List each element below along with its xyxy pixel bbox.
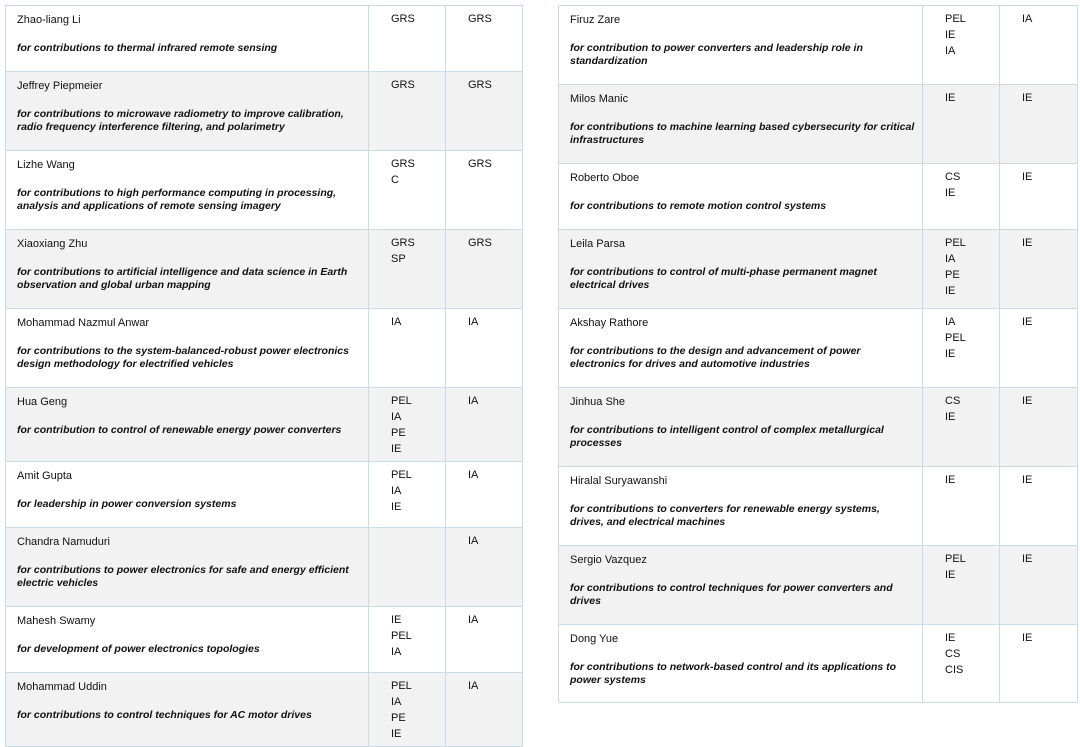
society-code: PE	[945, 269, 960, 281]
fellow-cell	[6, 607, 369, 673]
fellow-row	[6, 673, 523, 747]
fellow-name: Zhao-liang Li	[17, 14, 81, 26]
evaluating-society-code: IE	[1022, 395, 1033, 407]
fellow-citation: for contribution to power converters and leadership role in standardization	[570, 42, 863, 67]
society-code: PEL	[945, 237, 966, 249]
society-code: IA	[945, 316, 956, 328]
fellow-row	[559, 85, 1078, 164]
evaluating-society-code: IA	[468, 316, 479, 328]
evaluating-society-cell	[446, 388, 523, 462]
fellow-cell	[6, 309, 369, 388]
society-code: SP	[391, 253, 406, 265]
society-membership-cell	[369, 72, 446, 151]
evaluating-society-code: IE	[1022, 92, 1033, 104]
society-code: CIS	[945, 664, 964, 676]
society-code: IE	[945, 632, 956, 644]
society-code: IE	[945, 29, 956, 41]
fellow-cell	[559, 164, 923, 230]
fellow-citation: for contributions to control techniques for AC motor drives	[17, 709, 312, 721]
society-code: C	[391, 174, 399, 186]
fellow-row	[6, 528, 523, 607]
society-code: IE	[945, 285, 956, 297]
society-code: GRS	[391, 237, 415, 249]
fellow-row	[6, 462, 523, 528]
evaluating-society-code: IA	[468, 535, 479, 547]
fellow-citation: for contributions to high performance computing in processing, analysis and applications of remote sensing imagery	[17, 187, 337, 212]
fellow-name: Milos Manic	[570, 93, 629, 105]
fellow-row	[6, 151, 523, 230]
fellow-name: Xiaoxiang Zhu	[17, 238, 88, 250]
fellow-name: Hiralal Suryawanshi	[570, 475, 668, 487]
society-code: GRS	[391, 13, 415, 25]
evaluating-society-code: IE	[1022, 237, 1033, 249]
fellow-cell	[6, 6, 369, 72]
society-code: IE	[391, 728, 402, 740]
fellow-name: Dong Yue	[570, 633, 619, 645]
evaluating-society-code: GRS	[468, 79, 492, 91]
fellow-name: Jinhua She	[570, 396, 626, 408]
society-code: PEL	[945, 13, 966, 25]
evaluating-society-code: IE	[1022, 553, 1033, 565]
fellow-name: Mahesh Swamy	[17, 615, 96, 627]
evaluating-society-code: IE	[1022, 171, 1033, 183]
fellow-row	[6, 309, 523, 388]
fellow-name: Hua Geng	[17, 396, 68, 408]
fellow-name: Jeffrey Piepmeier	[17, 80, 103, 92]
society-membership-cell	[369, 230, 446, 309]
evaluating-society-cell	[446, 309, 523, 388]
fellow-citation: for contributions to intelligent control of complex metallurgical processes	[570, 424, 884, 449]
evaluating-society-code: IE	[1022, 316, 1033, 328]
fellow-row	[559, 625, 1078, 703]
society-code: PEL	[391, 680, 412, 692]
fellow-citation: for contributions to control techniques for power converters and drives	[570, 582, 893, 607]
fellow-name: Akshay Rathore	[570, 317, 649, 329]
fellow-row	[559, 467, 1078, 546]
society-membership-cell	[369, 673, 446, 747]
society-code: PE	[391, 427, 406, 439]
evaluating-society-code: IA	[468, 469, 479, 481]
fellow-citation: for contributions to thermal infrared remote sensing	[17, 42, 278, 54]
society-membership-cell	[369, 388, 446, 462]
fellow-citation: for contributions to remote motion control systems	[570, 200, 827, 212]
fellow-cell	[6, 528, 369, 607]
evaluating-society-cell	[446, 6, 523, 72]
evaluating-society-cell	[446, 230, 523, 309]
evaluating-society-cell	[1000, 309, 1078, 388]
fellow-cell	[6, 230, 369, 309]
fellow-row	[559, 388, 1078, 467]
fellow-cell	[559, 546, 923, 625]
fellow-row	[559, 164, 1078, 230]
society-code: IA	[391, 646, 402, 658]
fellow-citation: for contributions to the design and advancement of power electronics for drives and automotive industries	[570, 345, 861, 370]
society-code: IE	[945, 569, 956, 581]
society-code: IE	[945, 411, 956, 423]
society-code: IA	[945, 45, 956, 57]
fellow-name: Mohammad Nazmul Anwar	[17, 317, 150, 329]
evaluating-society-code: IA	[1022, 13, 1033, 25]
fellow-citation: for development of power electronics topologies	[17, 643, 260, 655]
evaluating-society-cell	[1000, 546, 1078, 625]
fellow-row	[559, 6, 1078, 85]
society-membership-cell	[369, 151, 446, 230]
fellow-citation: for contributions to network-based control and its applications to power systems	[570, 661, 897, 686]
evaluating-society-code: IA	[468, 680, 479, 692]
society-membership-cell	[923, 85, 1000, 164]
fellow-row	[6, 72, 523, 151]
society-membership-cell	[923, 230, 1000, 309]
fellow-cell	[559, 388, 923, 467]
fellow-citation: for leadership in power conversion systems	[17, 498, 237, 510]
society-code: IA	[391, 696, 402, 708]
evaluating-society-code: GRS	[468, 158, 492, 170]
society-membership-cell	[369, 6, 446, 72]
fellow-name: Amit Gupta	[17, 470, 73, 482]
fellow-cell	[6, 462, 369, 528]
society-membership-cell	[923, 546, 1000, 625]
fellow-cell	[559, 309, 923, 388]
evaluating-society-cell	[1000, 467, 1078, 546]
fellow-row	[6, 388, 523, 462]
evaluating-society-cell	[1000, 6, 1078, 85]
society-membership-cell	[923, 388, 1000, 467]
society-code: CS	[945, 395, 961, 407]
society-code: IA	[391, 316, 402, 328]
society-code: GRS	[391, 79, 415, 91]
society-membership-cell	[923, 625, 1000, 703]
fellow-name: Sergio Vazquez	[570, 554, 647, 566]
evaluating-society-cell	[446, 528, 523, 607]
society-code: PE	[391, 712, 406, 724]
society-code: IE	[391, 443, 402, 455]
society-code: CS	[945, 171, 961, 183]
evaluating-society-cell	[1000, 164, 1078, 230]
fellow-cell	[559, 85, 923, 164]
society-membership-cell	[369, 309, 446, 388]
fellow-name: Mohammad Uddin	[17, 681, 107, 693]
fellow-cell	[6, 673, 369, 747]
evaluating-society-cell	[1000, 625, 1078, 703]
fellow-row	[559, 230, 1078, 309]
society-code: IE	[945, 92, 956, 104]
fellow-citation: for contributions to microwave radiometry to improve calibration, radio frequency interference filtering, and polarimetry	[17, 108, 344, 133]
evaluating-society-cell	[446, 151, 523, 230]
fellow-cell	[559, 230, 923, 309]
fellow-citation: for contributions to machine learning based cybersecurity for critical infrastructures	[570, 121, 915, 146]
fellow-citation: for contributions to control of multi-phase permanent magnet electrical drives	[570, 266, 877, 291]
fellow-cell	[559, 6, 923, 85]
fellow-name: Roberto Oboe	[570, 172, 640, 184]
fellow-row	[559, 309, 1078, 388]
fellow-cell	[559, 625, 923, 703]
evaluating-society-cell	[446, 607, 523, 673]
fellow-cell	[6, 72, 369, 151]
fellow-cell	[6, 388, 369, 462]
evaluating-society-cell	[446, 72, 523, 151]
fellow-row	[6, 607, 523, 673]
society-code: IA	[945, 253, 956, 265]
fellow-name: Leila Parsa	[570, 238, 626, 250]
fellows-table-left	[5, 5, 523, 747]
society-code: GRS	[391, 158, 415, 170]
society-membership-cell	[369, 607, 446, 673]
society-code: PEL	[391, 469, 412, 481]
society-code: IE	[945, 348, 956, 360]
society-code: IE	[945, 474, 956, 486]
society-code: IE	[391, 501, 402, 513]
society-membership-cell	[923, 309, 1000, 388]
evaluating-society-code: GRS	[468, 237, 492, 249]
fellow-citation: for contributions to power electronics for safe and energy efficient electric vehicles	[17, 564, 349, 589]
evaluating-society-cell	[1000, 85, 1078, 164]
fellow-row	[6, 230, 523, 309]
fellow-name: Chandra Namuduri	[17, 536, 110, 548]
society-membership-cell	[923, 6, 1000, 85]
fellow-row	[559, 546, 1078, 625]
evaluating-society-code: IA	[468, 614, 479, 626]
society-membership-cell	[923, 164, 1000, 230]
evaluating-society-cell	[1000, 230, 1078, 309]
society-code: IE	[945, 187, 956, 199]
evaluating-society-cell	[1000, 388, 1078, 467]
evaluating-society-code: IE	[1022, 632, 1033, 644]
evaluating-society-code: GRS	[468, 13, 492, 25]
evaluating-society-cell	[446, 462, 523, 528]
society-membership-cell	[923, 467, 1000, 546]
society-code: IA	[391, 485, 402, 497]
fellow-name: Firuz Zare	[570, 14, 621, 26]
fellow-citation: for contribution to control of renewable energy power converters	[17, 424, 342, 436]
evaluating-society-code: IE	[1022, 474, 1033, 486]
society-membership-cell	[369, 528, 446, 607]
society-code: IE	[391, 614, 402, 626]
fellow-citation: for contributions to artificial intelligence and data science in Earth observation and global urban mapping	[17, 266, 348, 291]
society-code: PEL	[945, 332, 966, 344]
society-code: PEL	[391, 630, 412, 642]
fellow-cell	[559, 467, 923, 546]
fellows-table-right	[558, 5, 1078, 703]
evaluating-society-cell	[446, 673, 523, 747]
fellow-row	[6, 6, 523, 72]
society-code: CS	[945, 648, 961, 660]
fellow-cell	[6, 151, 369, 230]
society-membership-cell	[369, 462, 446, 528]
society-code: PEL	[391, 395, 412, 407]
evaluating-society-code: IA	[468, 395, 479, 407]
fellow-name: Lizhe Wang	[17, 159, 75, 171]
fellow-citation: for contributions to the system-balanced-robust power electronics design methodology for electrified vehicles	[17, 345, 349, 370]
fellow-citation: for contributions to converters for renewable energy systems, drives, and electrical machines	[570, 503, 880, 528]
society-code: IA	[391, 411, 402, 423]
society-code: PEL	[945, 553, 966, 565]
